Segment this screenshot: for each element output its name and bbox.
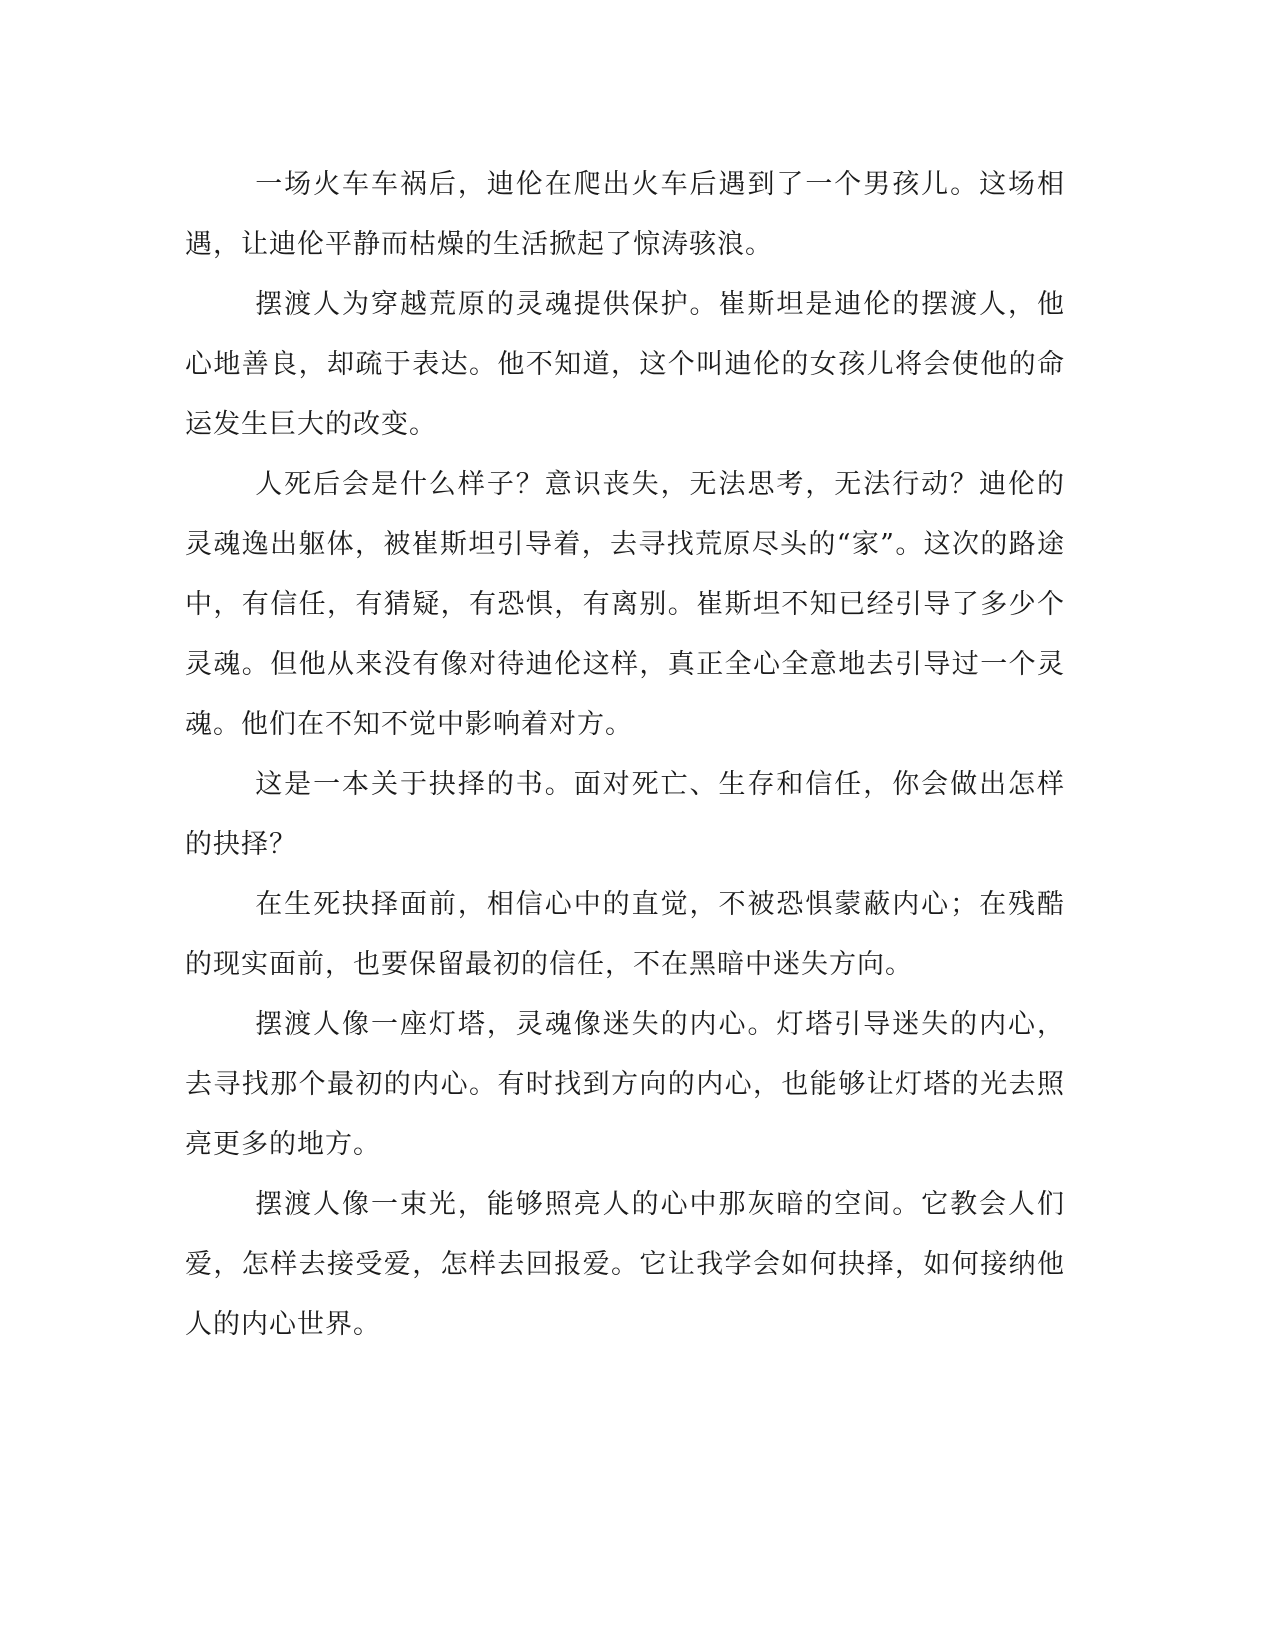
paragraph-5: 在生死抉择面前，相信心中的直觉，不被恐惧蒙蔽内心；在残酷的现实面前，也要保留最初的信任，不在黑暗中迷失方向。 xyxy=(185,889,1065,980)
paragraph-4: 这是一本关于抉择的书。面对死亡、生存和信任，你会做出怎样的抉择？ xyxy=(185,769,1065,860)
paragraph-7: 摆渡人像一束光，能够照亮人的心中那灰暗的空间。它教会人们爱，怎样去接受爱，怎样去回报爱。它让我学会如何抉择，如何接纳他人的内心世界。 xyxy=(185,1189,1065,1340)
paragraph-1: 一场火车车祸后，迪伦在爬出火车后遇到了一个男孩儿。这场相遇，让迪伦平静而枯燥的生活掀起了惊涛骇浪。 xyxy=(185,169,1065,260)
paragraph-3: 人死后会是什么样子？意识丧失，无法思考，无法行动？迪伦的灵魂逸出躯体，被崔斯坦引导着，去寻找荒原尽头的“家”。这次的路途中，有信任，有猜疑，有恐惧，有离别。崔斯坦不知已经引导了多少个灵魂。但他从来没有像对待迪伦这样，真正全心全意地去引导过一个灵魂。他们在不知不觉中影响着对方。 xyxy=(185,469,1065,740)
paragraph-2: 摆渡人为穿越荒原的灵魂提供保护。崔斯坦是迪伦的摆渡人，他心地善良，却疏于表达。他不知道，这个叫迪伦的女孩儿将会使他的命运发生巨大的改变。 xyxy=(185,289,1065,440)
paragraph-6: 摆渡人像一座灯塔，灵魂像迷失的内心。灯塔引导迷失的内心，去寻找那个最初的内心。有时找到方向的内心，也能够让灯塔的光去照亮更多的地方。 xyxy=(185,1009,1065,1160)
document-body xyxy=(185,155,1065,1355)
